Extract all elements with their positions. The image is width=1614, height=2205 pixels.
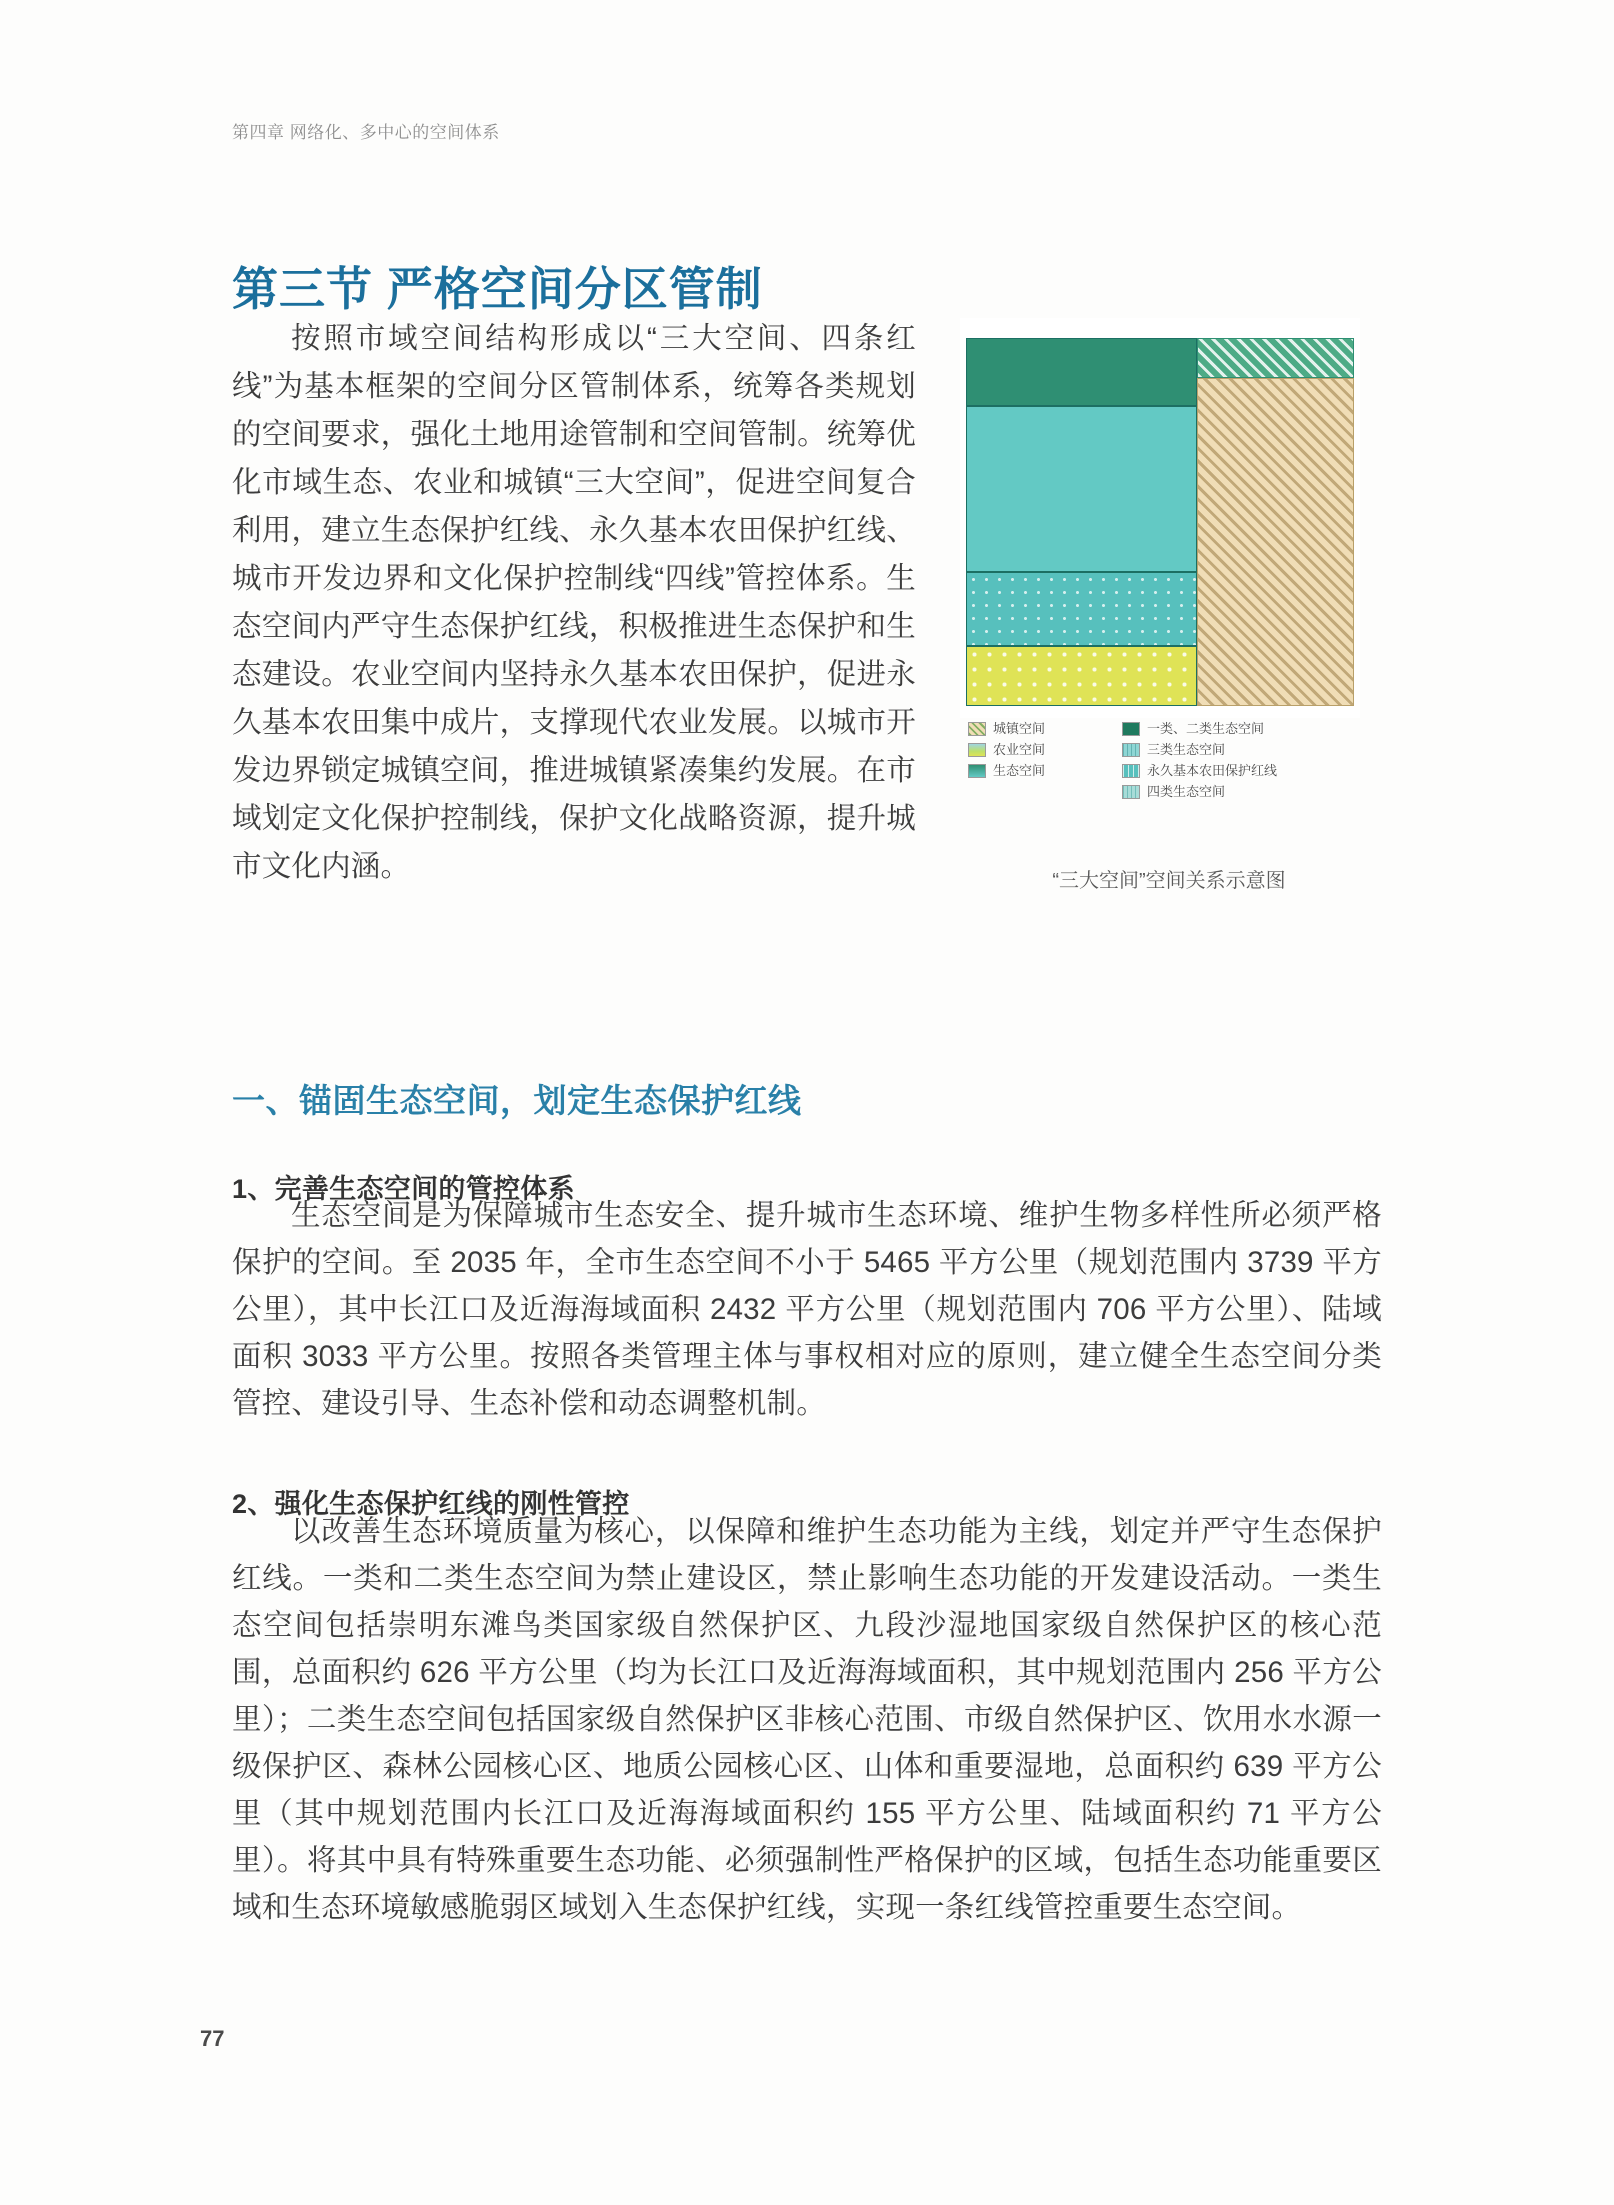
ecology-gradient-swatch-icon xyxy=(968,764,986,778)
legend-label: 四类生态空间 xyxy=(1147,784,1226,799)
body-block-subsection-1 xyxy=(232,1192,1382,1427)
page-number: 77 xyxy=(200,2026,225,2051)
intro-paragraph: 按照市域空间结构形成以“三大空间、四条红线”为基本框架的空间分区管制体系，统筹各类规划的空间要求，强化土地用途管制和空间管制。统筹优化市域生态、农业和城镇“三大空间”，促进空间复合利用，建立生态保护红线、永久基本农田保护红线、城市开发边界和文化保护控制线“四线”管控体系。生态空间内严守生态保护红线，积极推进生态保护和生态建设。农业空间内坚持永久基本农田保护，促进永久基本农田集中成片，支撑现代农业发展。以城市开发边界锁定城镇空间，推进城镇紧凑集约发展。在市域划定文化保护控制线，保护文化战略资源，提升城市文化内涵。 xyxy=(232,322,916,883)
agriculture-gradient-swatch-icon xyxy=(968,743,986,757)
legend-item xyxy=(968,722,1100,736)
page-title: 第三节 严格空间分区管制 xyxy=(232,262,763,315)
figure-caption: “三大空间”空间关系示意图 xyxy=(1052,870,1286,892)
legend-item xyxy=(968,743,1100,757)
band-farmland-redline xyxy=(966,572,1197,646)
subsection-2-paragraph: 以改善生态环境质量为核心，以保障和维护生态功能为主线，划定并严守生态保护红线。一类和二类生态空间为禁止建设区，禁止影响生态功能的开发建设活动。一类生态空间包括崇明东滩鸟类国家级自然保护区、九段沙湿地国家级自然保护区的核心范围，总面积约 626 平方公里（均为长江口及近海海域面积，其中规划范围内 256 平方公里）；二类生态空间包括国家级自然保护区非核心范围、市级自然保护区、饮用水水源一级保护区、森林公园核心区、地质公园核心区、山体和重要湿地，总面积约 639 平方公里（其中规划范围内长江口及近海海域面积约 155 平方公里、陆域面积约 71 平方公里）。将其中具有特殊重要生态功能、必须强制性严格保护的区域，包括生态功能重要区域和生态环境敏感脆弱区域划入生态保护红线，实现一条红线管控重要生态空间。 xyxy=(232,1515,1382,1924)
legend-item xyxy=(968,764,1100,778)
figure-spatial-relationship xyxy=(960,318,1378,892)
diagram-legend xyxy=(968,722,1368,799)
band-eco-class-4-hatched xyxy=(1197,338,1354,378)
legend-column-left xyxy=(968,722,1100,799)
legend-item xyxy=(1122,743,1362,757)
diagram-canvas xyxy=(960,318,1360,718)
legend-label: 永久基本农田保护红线 xyxy=(1147,763,1278,778)
eco-class-4-swatch-icon xyxy=(1122,785,1140,799)
heading-level-1: 一、锚固生态空间，划定生态保护红线 xyxy=(232,1082,802,1120)
subsection-1-paragraph: 生态空间是为保障城市生态安全、提升城市生态环境、维护生物多样性所必须严格保护的空间。至 2035 年，全市生态空间不小于 5465 平方公里（规划范围内 3739 平方公里），其中长江口及近海海域面积 2432 平方公里（规划范围内 706 平方公里）、陆域面积 3033 平方公里。按照各类管理主体与事权相对应的原则，建立健全生态空间分类管控、建设引导、生态补偿和动态调整机制。 xyxy=(232,1199,1382,1420)
heading-subsection-2: 2、强化生态保护红线的刚性管控 xyxy=(232,1489,630,1519)
dot-pattern-overlay xyxy=(967,573,1196,645)
legend-label: 生态空间 xyxy=(993,763,1046,778)
running-header: 第四章 网络化、多中心的空间体系 xyxy=(232,123,500,142)
band-urban-space-hatched xyxy=(1197,378,1354,706)
band-eco-class-1-2 xyxy=(966,338,1197,406)
eco-class-1-2-swatch-icon xyxy=(1122,722,1140,736)
band-eco-class-3 xyxy=(966,406,1197,572)
legend-label: 三类生态空间 xyxy=(1147,742,1226,757)
intro-paragraph-column xyxy=(232,315,916,891)
band-agriculture-space xyxy=(966,646,1197,706)
body-block-subsection-2 xyxy=(232,1508,1382,1931)
urban-hatch-swatch-icon xyxy=(968,722,986,736)
eco-class-3-swatch-icon xyxy=(1122,743,1140,757)
legend-item xyxy=(1122,764,1362,778)
dot-pattern-overlay-agriculture xyxy=(967,647,1196,705)
legend-label: 城镇空间 xyxy=(993,721,1046,736)
legend-label: 一类、二类生态空间 xyxy=(1147,721,1265,736)
farmland-redline-swatch-icon xyxy=(1122,764,1140,778)
heading-subsection-1: 1、完善生态空间的管控体系 xyxy=(232,1174,575,1204)
legend-label: 农业空间 xyxy=(993,742,1046,757)
legend-item xyxy=(1122,785,1362,799)
legend-item xyxy=(1122,722,1362,736)
diagram-inner xyxy=(966,338,1354,706)
legend-column-right xyxy=(1122,722,1362,799)
